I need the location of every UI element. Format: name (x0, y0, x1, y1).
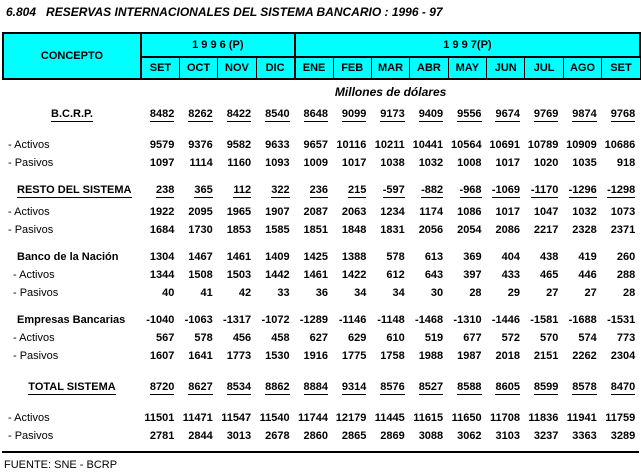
value-cell: 27 (584, 287, 597, 299)
value-cell: 10909 (566, 139, 597, 151)
row-label: B.C.R.P. (51, 108, 93, 120)
value-cell: 2095 (188, 206, 213, 218)
value-cell: 8862 (265, 381, 290, 393)
value-cell: 1684 (149, 224, 175, 236)
value-cell: 433 (501, 269, 520, 281)
value-cell: 10789 (527, 139, 559, 151)
value-cell: 28 (469, 287, 482, 299)
column-header-set-0: SET (141, 57, 179, 79)
value-cell: 9768 (610, 108, 636, 120)
value-cell: 9657 (303, 139, 328, 151)
value-cell: 3237 (533, 430, 559, 442)
value-cell: 578 (386, 251, 405, 263)
column-group-1996: 1 9 9 6 (P) (141, 33, 295, 57)
value-cell: 1907 (265, 206, 290, 218)
column-header-ene-4: ENE (295, 57, 333, 79)
value-cell: 1987 (457, 350, 482, 362)
column-header-ago-11: AGO (563, 57, 601, 79)
value-cell: 419 (578, 251, 597, 263)
value-cell: 1160 (227, 157, 252, 169)
value-cell: 8605 (495, 381, 520, 393)
value-cell: 1093 (265, 157, 290, 169)
table-row (3, 237, 640, 264)
value-cell: 1086 (457, 206, 482, 218)
value-cell: 11501 (144, 412, 175, 424)
value-cell: 1467 (188, 251, 213, 263)
row-label: - Pasivos (8, 430, 54, 442)
value-cell: 9556 (457, 108, 482, 120)
value-cell: 9409 (418, 108, 444, 120)
value-cell: 2086 (495, 224, 520, 236)
value-cell: 11540 (259, 412, 290, 424)
value-cell: 519 (424, 332, 444, 344)
value-cell: 1848 (341, 224, 367, 236)
units-subtitle-row (3, 79, 640, 99)
value-cell: 8540 (265, 108, 290, 120)
value-cell: 613 (424, 251, 444, 263)
value-cell: 8470 (610, 381, 636, 393)
column-header-mar-6: MAR (371, 57, 409, 79)
value-cell: 260 (616, 251, 636, 263)
value-cell: 1032 (572, 206, 597, 218)
row-label: - Pasivos (8, 224, 54, 236)
value-cell: 465 (539, 269, 559, 281)
table-row (3, 152, 640, 170)
value-cell: 1422 (341, 269, 367, 281)
row-label: RESTO DEL SISTEMA (17, 184, 132, 196)
value-cell: 2304 (610, 350, 636, 362)
value-cell: 2328 (572, 224, 597, 236)
value-cell: 1461 (226, 251, 252, 263)
value-cell: 8627 (188, 381, 213, 393)
row-label: - Activos (8, 206, 50, 218)
value-cell: 11445 (374, 412, 405, 424)
value-cell: 11547 (221, 412, 252, 424)
value-cell: 2844 (188, 430, 213, 442)
row-label: Empresas Bancarias (17, 314, 126, 326)
value-cell: 1607 (149, 350, 175, 362)
value-cell: 570 (539, 332, 559, 344)
value-cell: 612 (386, 269, 405, 281)
value-cell: 9769 (533, 108, 559, 120)
value-cell: 2018 (495, 350, 520, 362)
value-cell: 2860 (303, 430, 328, 442)
value-cell: 365 (194, 184, 213, 196)
value-cell: 1073 (610, 206, 636, 218)
value-cell: 9582 (226, 139, 252, 151)
value-cell: 11941 (566, 412, 597, 424)
column-header-abr-7: ABR (410, 57, 448, 79)
value-cell: 1114 (189, 157, 213, 169)
value-cell: 40 (162, 287, 175, 299)
value-cell: 1641 (188, 350, 213, 362)
empty-cell (3, 79, 141, 99)
value-cell: 1853 (226, 224, 252, 236)
value-cell: 1758 (380, 350, 405, 362)
value-cell: 236 (309, 184, 328, 196)
table-row (3, 394, 640, 425)
value-cell: 2054 (457, 224, 482, 236)
value-cell: 1047 (533, 206, 559, 218)
value-cell: 9579 (149, 139, 175, 151)
value-cell: 1038 (380, 157, 405, 169)
value-cell: 10564 (450, 139, 482, 151)
value-cell: 1425 (303, 251, 328, 263)
column-header-concepto: CONCEPTO (3, 33, 141, 79)
value-cell: 9674 (495, 108, 520, 120)
value-cell: 34 (354, 287, 367, 299)
value-cell: 42 (238, 287, 252, 299)
value-cell: -1446 (491, 314, 520, 326)
value-cell: 2262 (572, 350, 597, 362)
value-cell: -1688 (568, 314, 597, 326)
table-row (3, 327, 640, 345)
value-cell: 1174 (419, 206, 444, 218)
value-cell: -597 (382, 184, 405, 196)
reserves-table (2, 32, 641, 443)
table-row (3, 345, 640, 363)
header-group-row (3, 33, 640, 57)
value-cell: 10441 (412, 139, 444, 151)
value-cell: 11650 (451, 412, 482, 424)
value-cell: 1020 (533, 157, 559, 169)
column-header-may-8: MAY (448, 57, 486, 79)
value-cell: 1851 (303, 224, 328, 236)
row-label: TOTAL SISTEMA (28, 381, 116, 393)
value-cell: 1035 (572, 157, 597, 169)
value-cell: 1461 (303, 269, 328, 281)
value-cell: 397 (463, 269, 482, 281)
column-header-jul-10: JUL (525, 57, 563, 79)
value-cell: 3363 (572, 430, 597, 442)
value-cell: 8599 (533, 381, 559, 393)
value-cell: 3088 (418, 430, 444, 442)
value-cell: 1585 (265, 224, 290, 236)
column-header-set-12: SET (602, 57, 641, 79)
value-cell: -1148 (377, 314, 405, 326)
value-cell: 8422 (226, 108, 252, 120)
value-cell: 11759 (605, 412, 636, 424)
value-cell: 1097 (149, 157, 175, 169)
value-cell: 1773 (226, 350, 252, 362)
value-cell: 8578 (572, 381, 597, 393)
value-cell: 629 (348, 332, 367, 344)
value-cell: 677 (463, 332, 482, 344)
value-cell: 1388 (341, 251, 367, 263)
value-cell: 11615 (413, 412, 444, 424)
value-cell: -1072 (261, 314, 290, 326)
value-cell: 1017 (495, 157, 520, 169)
value-cell: 2056 (418, 224, 444, 236)
table-row (3, 219, 640, 237)
value-cell: -1317 (223, 314, 252, 326)
value-cell: 215 (348, 184, 367, 196)
value-cell: 9376 (188, 139, 213, 151)
value-cell: 578 (194, 332, 213, 344)
value-cell: -882 (421, 184, 444, 196)
value-cell: 369 (463, 251, 482, 263)
value-cell: 288 (616, 269, 636, 281)
table-row (3, 170, 640, 197)
table-row (3, 197, 640, 219)
value-cell: -1531 (607, 314, 636, 326)
value-cell: 2869 (380, 430, 405, 442)
row-label: - Activos (8, 139, 50, 151)
value-cell: 643 (424, 269, 444, 281)
value-cell: 3103 (495, 430, 520, 442)
row-label: Banco de la Nación (17, 251, 119, 263)
value-cell: 30 (430, 287, 444, 299)
value-cell: 8482 (149, 108, 175, 120)
row-label: - Pasivos (13, 287, 59, 299)
table-row (3, 121, 640, 152)
row-label: - Pasivos (13, 350, 59, 362)
value-cell: 773 (616, 332, 636, 344)
column-header-jun-9: JUN (487, 57, 525, 79)
value-cell: 28 (622, 287, 636, 299)
value-cell: 11836 (528, 412, 559, 424)
value-cell: 627 (309, 332, 328, 344)
row-label: - Activos (13, 332, 55, 344)
value-cell: -1310 (453, 314, 482, 326)
value-cell: 29 (507, 287, 520, 299)
value-cell: 10686 (604, 139, 636, 151)
column-group-1997: 1 9 9 7(P) (295, 33, 641, 57)
value-cell: 2865 (341, 430, 367, 442)
column-header-dic-3: DIC (256, 57, 294, 79)
value-cell: 2781 (149, 430, 175, 442)
value-cell: 1304 (149, 251, 175, 263)
value-cell: -1146 (338, 314, 367, 326)
value-cell: -1468 (415, 314, 444, 326)
value-cell: 574 (578, 332, 597, 344)
value-cell: 41 (200, 287, 213, 299)
value-cell: 322 (271, 184, 290, 196)
value-cell: 3289 (610, 430, 636, 442)
value-cell: -1063 (184, 314, 213, 326)
value-cell: 9099 (341, 108, 367, 120)
value-cell: 572 (501, 332, 520, 344)
value-cell: 1775 (341, 350, 367, 362)
table-row (3, 300, 640, 327)
value-cell: 1530 (265, 350, 290, 362)
value-cell: 12179 (335, 412, 367, 424)
column-header-feb-5: FEB (333, 57, 371, 79)
source-note: FUENTE: SNE - BCRP (4, 459, 118, 471)
value-cell: 458 (271, 332, 290, 344)
value-cell: 1017 (495, 206, 520, 218)
value-cell: 9874 (572, 108, 597, 120)
value-cell: 8648 (303, 108, 328, 120)
value-cell: -1289 (299, 314, 328, 326)
value-cell: 1409 (265, 251, 290, 263)
value-cell: 11471 (182, 412, 213, 424)
value-cell: 1965 (226, 206, 252, 218)
value-cell: 9173 (380, 108, 405, 120)
row-label: - Pasivos (8, 157, 54, 169)
value-cell: 34 (392, 287, 405, 299)
value-cell: 1442 (265, 269, 290, 281)
value-cell: 2678 (265, 430, 290, 442)
value-cell: 1922 (149, 206, 175, 218)
table-row (3, 99, 640, 121)
value-cell: 1234 (380, 206, 405, 218)
table-header (3, 33, 640, 79)
table-row (3, 282, 640, 300)
value-cell: 2151 (533, 350, 559, 362)
value-cell: 10116 (336, 139, 367, 151)
value-cell: 11708 (489, 412, 520, 424)
value-cell: 33 (277, 287, 290, 299)
table-row (3, 425, 640, 443)
value-cell: 8588 (457, 381, 482, 393)
value-cell: -968 (459, 184, 482, 196)
value-cell: 2371 (610, 224, 636, 236)
value-cell: 1831 (380, 224, 405, 236)
value-cell: 438 (539, 251, 559, 263)
value-cell: 1032 (418, 157, 444, 169)
value-cell: 404 (501, 251, 520, 263)
value-cell: 8262 (188, 108, 213, 120)
value-cell: 918 (616, 157, 636, 169)
value-cell: 1988 (418, 350, 444, 362)
value-cell: 1503 (226, 269, 252, 281)
value-cell: 2063 (341, 206, 367, 218)
value-cell: 1008 (457, 157, 482, 169)
value-cell: -1298 (607, 184, 636, 196)
value-cell: 1508 (188, 269, 213, 281)
value-cell: 1017 (341, 157, 367, 169)
table-row (3, 363, 640, 394)
value-cell: 3013 (226, 430, 252, 442)
table-body (3, 79, 640, 443)
value-cell: 10691 (489, 139, 520, 151)
units-subtitle: Millones de dólares (334, 85, 447, 99)
value-cell: -1581 (530, 314, 559, 326)
table-row (3, 264, 640, 282)
value-cell: 1916 (303, 350, 328, 362)
value-cell: 610 (386, 332, 405, 344)
value-cell: 8720 (149, 381, 175, 393)
value-cell: -1170 (530, 184, 559, 196)
value-cell: -1040 (146, 314, 175, 326)
value-cell: 2217 (533, 224, 559, 236)
row-label: - Activos (13, 269, 55, 281)
value-cell: 238 (156, 184, 175, 196)
value-cell: 446 (578, 269, 597, 281)
value-cell: 9314 (341, 381, 367, 393)
value-cell: -1069 (491, 184, 520, 196)
value-cell: 112 (233, 184, 252, 196)
value-cell: 1344 (149, 269, 175, 281)
value-cell: 456 (232, 332, 252, 344)
value-cell: 11744 (298, 412, 328, 424)
value-cell: 8884 (303, 381, 328, 393)
value-cell: 8534 (226, 381, 252, 393)
page-title: 6.804 RESERVAS INTERNACIONALES DEL SISTEMA BANCARIO : 1996 - 97 (6, 5, 443, 19)
value-cell: 3062 (457, 430, 482, 442)
value-cell: 1730 (188, 224, 213, 236)
column-header-nov-2: NOV (218, 57, 256, 79)
row-label: - Activos (8, 412, 50, 424)
value-cell: 27 (546, 287, 559, 299)
value-cell: 10211 (374, 139, 405, 151)
value-cell: -1296 (568, 184, 597, 196)
value-cell: 9633 (265, 139, 290, 151)
value-cell: 567 (156, 332, 175, 344)
value-cell: 8576 (380, 381, 405, 393)
value-cell: 36 (315, 287, 328, 299)
column-header-oct-1: OCT (179, 57, 217, 79)
value-cell: 8527 (418, 381, 444, 393)
value-cell: 2087 (303, 206, 328, 218)
value-cell: 1009 (303, 157, 328, 169)
